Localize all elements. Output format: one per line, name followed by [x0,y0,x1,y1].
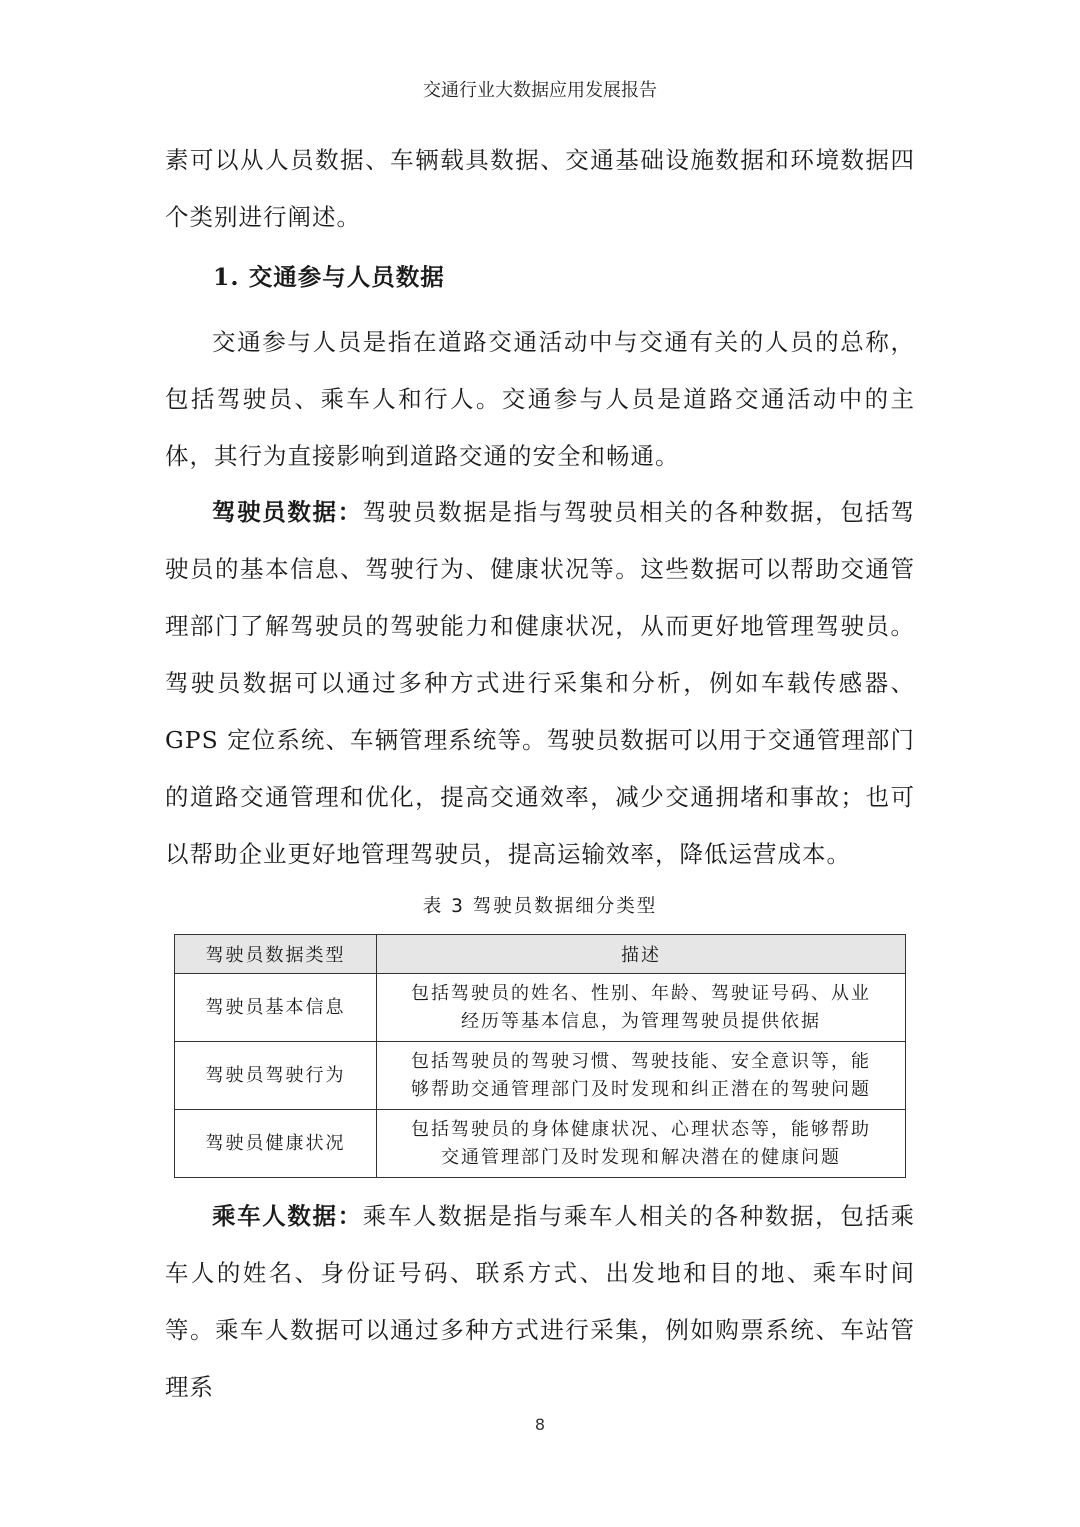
driver-data-paragraph [165,484,915,883]
passenger-data-text: 乘车人数据是指与乘车人相关的各种数据，包括乘车人的姓名、身份证号码、联系方式、出发地和目的地、乘车时间等。乘车人数据可以通过多种方式进行采集，例如购票系统、车站管理系 [165,1202,916,1401]
table-header-description: 描述 [377,935,906,974]
table-row [175,1110,906,1178]
section-heading: 1. 交通参与人员数据 [213,263,445,291]
description-line: 够帮助交通管理部门及时发现和纠正潜在的驾驶问题 [411,1078,871,1100]
table-cell-description [377,1042,906,1110]
passenger-data-paragraph [165,1188,915,1416]
description-line: 包括驾驶员的驾驶习惯、驾驶技能、安全意识等，能 [411,1050,871,1072]
table-cell-type: 驾驶员驾驶行为 [175,1042,377,1110]
table-cell-type: 驾驶员健康状况 [175,1110,377,1178]
intro-paragraph: 素可以从人员数据、车辆载具数据、交通基础设施数据和环境数据四个类别进行阐述。 [165,146,915,231]
table-cell-description [377,974,906,1042]
driver-data-label: 驾驶员数据： [212,498,363,526]
table-row [175,974,906,1042]
table-header-row [175,935,906,974]
table-header-type: 驾驶员数据类型 [175,935,377,974]
description-line: 包括驾驶员的姓名、性别、年龄、驾驶证号码、从业 [411,982,871,1004]
page-header: 交通行业大数据应用发展报告 [423,80,657,101]
driver-data-text: 驾驶员数据是指与驾驶员相关的各种数据，包括驾驶员的基本信息、驾驶行为、健康状况等。这些数据可以帮助交通管理部门了解驾驶员的驾驶能力和健康状况，从而更好地管理驾驶员。驾驶员数据可以通过多种方式进行采集和分析，例如车载传感器、GPS 定位系统、车辆管理系统等。驾驶员数据可以用于交通管理部门的道路交通管理和优化，提高交通效率，减少交通拥堵和事故；也可以帮助企业更好地管理驾驶员，提高运输效率，降低运营成本。 [165,498,916,868]
table-caption: 表 3 驾驶员数据细分类型 [422,896,658,917]
passenger-data-label: 乘车人数据： [212,1202,363,1230]
table-cell-type: 驾驶员基本信息 [175,974,377,1042]
participants-paragraph: 交通参与人员是指在道路交通活动中与交通有关的人员的总称，包括驾驶员、乘车人和行人。交通参与人员是道路交通活动中的主体，其行为直接影响到道路交通的安全和畅通。 [165,328,915,470]
description-line: 包括驾驶员的身体健康状况、心理状态等，能够帮助 [411,1118,871,1140]
table-row [175,1042,906,1110]
page-number: 8 [534,1415,546,1434]
table-cell-description [377,1110,906,1178]
driver-data-table [174,934,906,1178]
description-line: 经历等基本信息，为管理驾驶员提供依据 [461,1010,821,1032]
description-line: 交通管理部门及时发现和解决潜在的健康问题 [441,1146,841,1168]
